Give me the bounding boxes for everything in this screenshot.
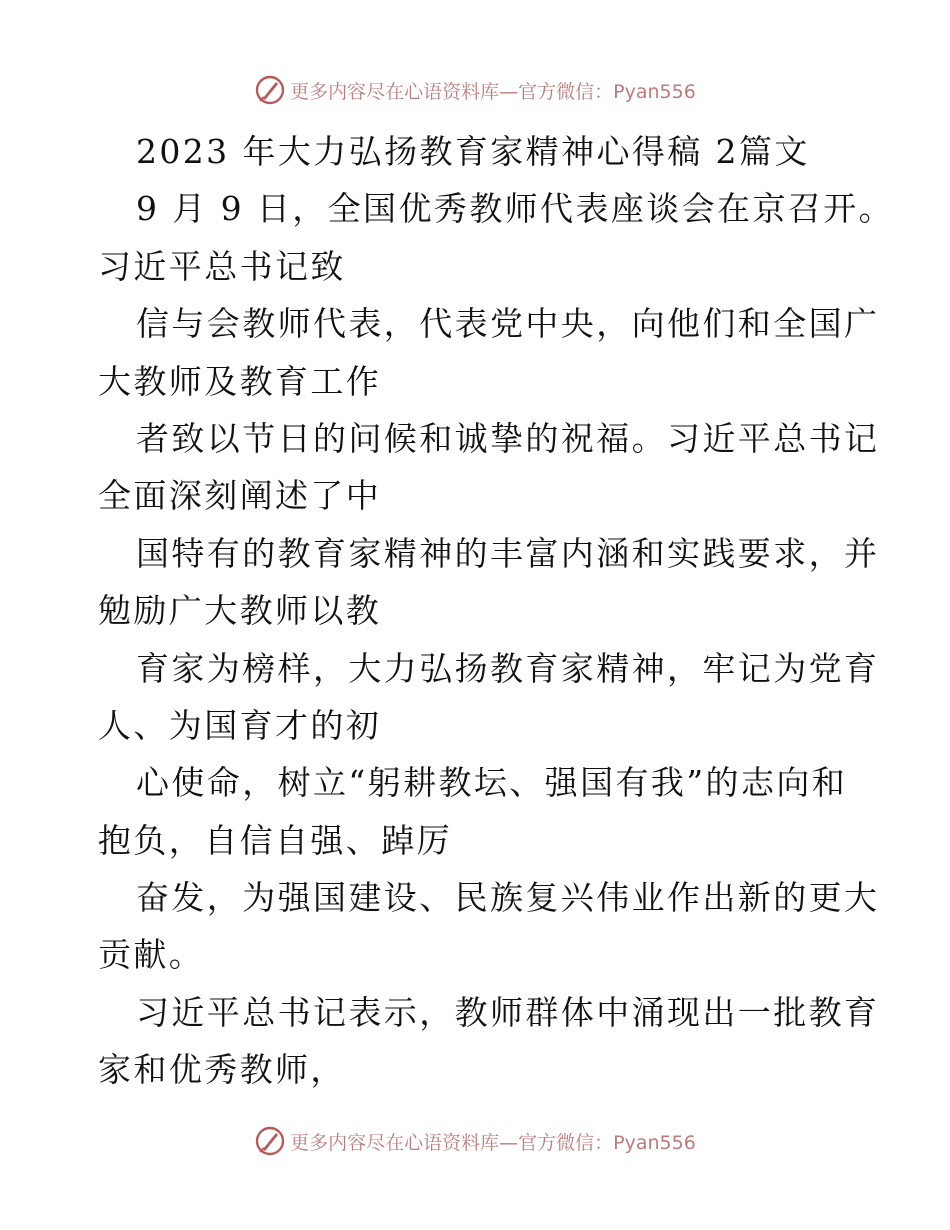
quill-pen-logo-icon [254,1125,286,1157]
paragraph-line: 习近平总书记表示，教师群体中涌现出一批教育 [136,992,880,1032]
document-title: 2023 年大力弘扬教育家精神心得稿 2篇文 [136,132,810,171]
paragraph-line: 大教师及教育工作 [98,361,382,401]
quill-pen-logo-icon [254,74,286,106]
banner-text: 更多内容尽在心语资料库—官方微信：Pyan556 [290,1131,696,1154]
paragraph-line: 家和优秀教师， [98,1050,346,1090]
paragraph-line: 者致以节日的问候和诚挚的祝福。习近平总书记 [136,418,880,458]
header-banner [0,70,950,110]
paragraph-line: 9 月 9 日，全国优秀教师代表座谈会在京召开。 [136,189,895,229]
banner-text: 更多内容尽在心语资料库—官方微信：Pyan556 [290,80,696,103]
paragraph-line: 全面深刻阐述了中 [98,476,382,516]
paragraph-line: 心使命，树立“躬耕教坛、强国有我”的志向和 [136,763,848,803]
paragraph-line: 习近平总书记致 [98,246,346,286]
paragraph-line: 国特有的教育家精神的丰富内涵和实践要求，并 [136,533,880,573]
paragraph-line: 贡献。 [98,935,205,975]
paragraph-line: 信与会教师代表，代表党中央，向他们和全国广 [136,304,880,344]
paragraph-line: 勉励广大教师以教 [98,591,382,631]
paragraph-line: 人、为国育才的初 [98,705,382,745]
paragraph-line: 育家为榜样，大力弘扬教育家精神，牢记为党育 [136,648,880,688]
paragraph-line: 抱负，自信自强、踔厉 [98,820,452,860]
document-body [98,123,895,1099]
footer-banner [0,1121,950,1161]
paragraph-line: 奋发，为强国建设、民族复兴伟业作出新的更大 [136,878,880,918]
